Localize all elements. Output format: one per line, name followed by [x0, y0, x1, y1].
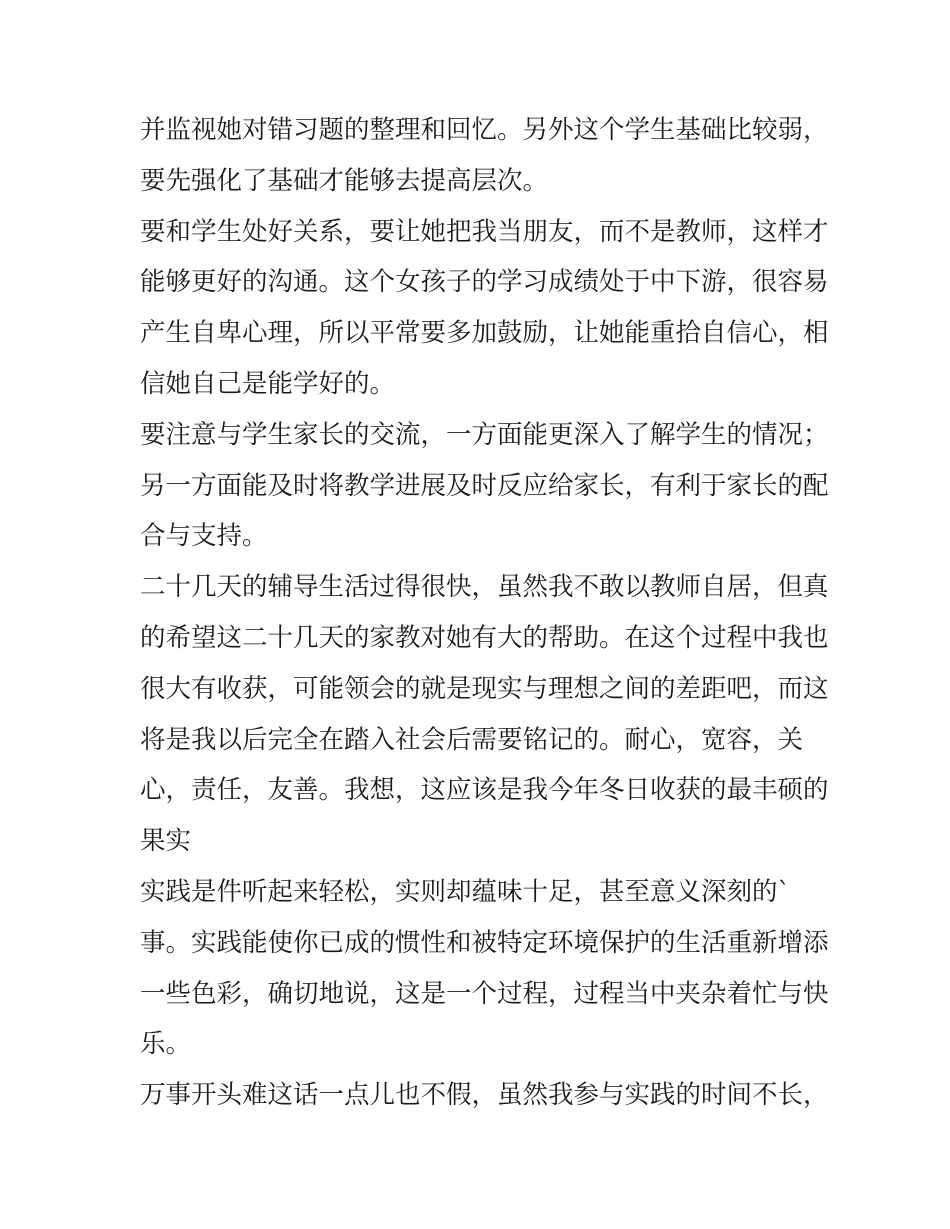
text-line: 很大有收获，可能领会的就是现实与理想之间的差距吧，而这 — [140, 673, 829, 704]
text-line: 一些色彩，确切地说，这是一个过程，过程当中夹杂着忙与快 — [140, 978, 829, 1009]
text-line: 并监视她对错习题的整理和回忆。另外这个学生基础比较弱， — [140, 115, 829, 145]
text-line: 要先强化了基础才能够去提高层次。 — [140, 165, 549, 196]
text-line: 要注意与学生家长的交流，一方面能更深入了解学生的情况； — [140, 419, 829, 450]
text-line: 实践是件听起来轻松，实则却蕴味十足，甚至意义深刻的` — [140, 876, 791, 907]
text-line: 二十几天的辅导生活过得很快，虽然我不敢以教师自居，但真 — [140, 572, 829, 603]
text-line: 信她自己是能学好的。 — [140, 368, 396, 399]
text-line: 要和学生处好关系，要让她把我当朋友，而不是教师，这样才 — [140, 216, 829, 247]
text-line: 事。实践能使你已成的惯性和被特定环境保护的生活重新增添 — [140, 927, 829, 958]
text-line: 合与支持。 — [140, 521, 268, 552]
document-body — [140, 105, 829, 1121]
text-line: 乐。 — [140, 1029, 192, 1060]
text-line: 将是我以后完全在踏入社会后需要铭记的。耐心，宽容，关 — [140, 724, 804, 755]
text-line: 万事开头难这话一点儿也不假，虽然我参与实践的时间不长， — [140, 1080, 829, 1111]
text-line: 果实 — [140, 826, 192, 857]
text-line: 能够更好的沟通。这个女孩子的学习成绩处于中下游，很容易 — [140, 267, 829, 298]
text-line: 心，责任，友善。我想，这应该是我今年冬日收获的最丰硕的 — [140, 775, 829, 806]
text-line: 另一方面能及时将教学进展及时反应给家长，有利于家长的配 — [140, 470, 829, 501]
text-line: 的希望这二十几天的家教对她有大的帮助。在这个过程中我也 — [140, 622, 829, 653]
text-line: 产生自卑心理，所以平常要多加鼓励，让她能重拾自信心，相 — [140, 318, 829, 349]
